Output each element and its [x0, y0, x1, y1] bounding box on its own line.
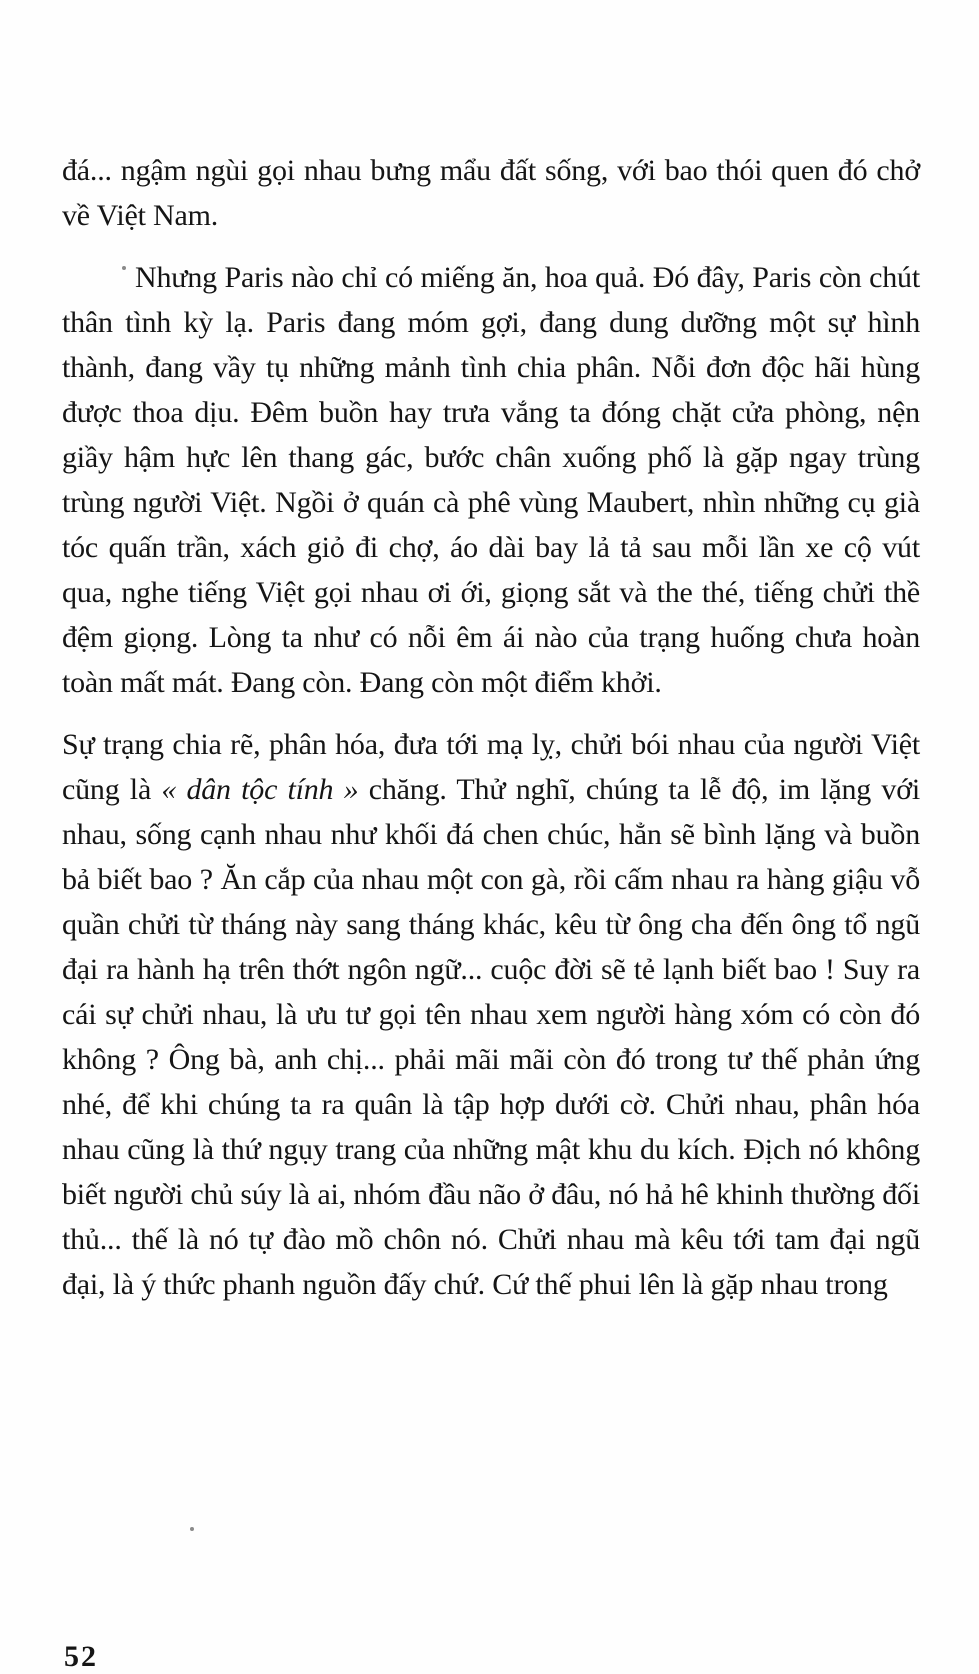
scan-speck — [190, 1527, 194, 1531]
paragraph-chia-re — [62, 722, 920, 1307]
quoted-phrase: « dân tộc tính » — [161, 773, 359, 806]
text-block — [62, 148, 920, 1324]
paragraph-text: Sự trạng chia rẽ, phân hóa, đưa tới mạ lỵ, chửi bói nhau của người Việt cũng là — [62, 728, 920, 806]
paragraph-text: Nhưng Paris nào chỉ có miếng ăn, hoa quả. Đó đây, Paris còn chút thân tình kỳ lạ. Paris đang móm gợi, đang dung dưỡng một sự hình thành, đang vầy tụ những mảnh tình chia phân. Nỗi đơn độc hãi hùng được thoa dịu. Đêm buồn hay trưa vắng ta đóng chặt cửa phòng, nện giầy hậm hực lên thang gác, bước chân xuống phố là gặp ngay trùng trùng người Việt. Ngồi ở quán cà phê vùng Maubert, nhìn những cụ già tóc quấn trần, xách giỏ đi chợ, áo dài bay lả tả sau mỗi lần xe cộ vút qua, nghe tiếng Việt gọi nhau ơi ới, giọng sắt và the thé, tiếng chửi thề đệm giọng. Lòng ta như có nỗi êm ái nào của trạng huống chưa hoàn toàn mất mát. Đang còn. Đang còn một điểm khởi. — [62, 261, 920, 699]
paragraph-text: chăng. Thử nghĩ, chúng ta lễ độ, im lặng với nhau, sống cạnh nhau như khối đá chen chúc, hẳn sẽ bình lặng và buồn bả biết bao ? Ăn cắp của nhau một con gà, rồi cấm nhau ra hàng giậu vỗ quần chửi từ tháng này sang tháng khác, kêu từ ông cha đến ông tổ ngũ đại ra hành hạ trên thớt ngôn ngữ... cuộc đời sẽ tẻ lạnh biết bao ! Suy ra cái sự chửi nhau, là ưu tư gọi tên nhau xem người hàng xóm có còn đó không ? Ông bà, anh chị... phải mãi mãi còn đó trong tư thế phản ứng nhé, để khi chúng ta ra quân là tập hợp dưới cờ. Chửi nhau, phân hóa nhau cũng là thứ ngụy trang của những mật khu du kích. Địch nó không biết người chủ súy là ai, nhóm đầu não ở đâu, nó hả hê khinh thường đối thủ... thế là nó tự đào mồ chôn nó. Chửi nhau mà kêu tới tam đại ngũ đại, là ý thức phanh nguồn đấy chứ. Cứ thế phui lên là gặp nhau trong — [62, 773, 921, 1301]
page-number: 52 — [64, 1640, 98, 1673]
paragraph-paris — [62, 255, 920, 705]
scan-speck — [122, 266, 126, 270]
paragraph-continued — [62, 148, 920, 238]
paragraph-text: đá... ngậm ngùi gọi nhau bưng mẩu đất sống, với bao thói quen đó chở về Việt Nam. — [62, 154, 920, 232]
